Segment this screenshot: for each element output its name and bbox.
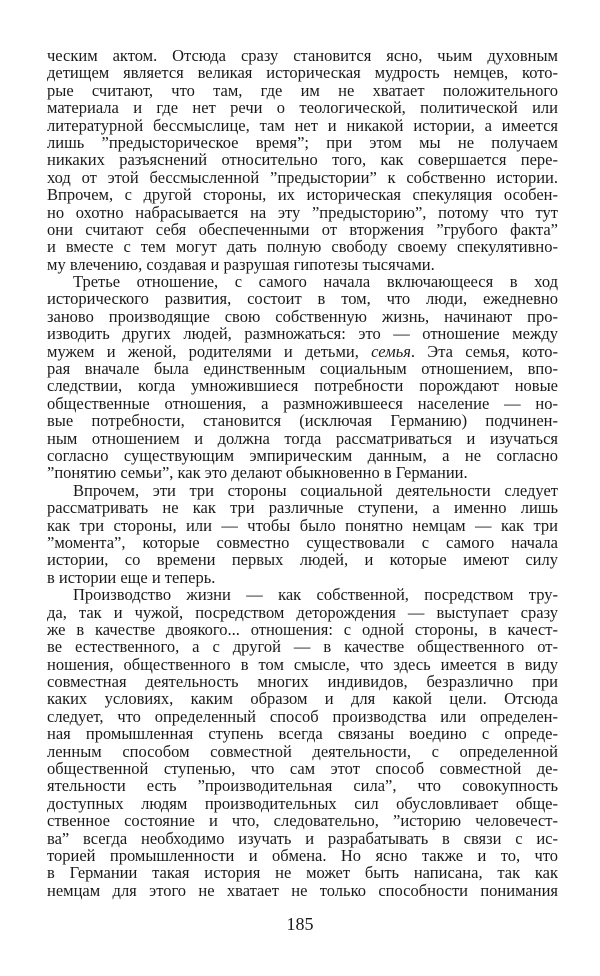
text-line: рая вначале была единственным социальным отношением, впо- [47,359,558,379]
text-line: ва” всегда необходимо изучать и разрабатывать в связи с ис- [47,828,558,848]
text-line: в истории еще и теперь. [47,567,216,587]
text-line: но охотно набрасывается на эту ”предысторию”, потому что тут [47,202,558,222]
text-line: торией промышленности и обмена. Но ясно также и то, что [47,845,558,865]
text-line: следует, что определенный способ производства или определен- [47,706,558,726]
italic-term: семья [371,341,411,361]
text-line: Третье отношение, с самого начала включающееся в ход [73,272,558,292]
text-line: ношения, общественного в том смысле, что здесь имеется в виду [47,654,558,674]
text-line: ”понятию семьи”, как это делают обыкновенно в Германии. [47,463,468,483]
page-number: 185 [286,914,314,934]
text-line: общественные отношения, а размножившееся население — но- [47,393,558,413]
text-line: ная промышленная ступень всегда связаны воедино с опреде- [47,724,558,744]
text-line: изводить других людей, размножаться: это — отношение между [47,324,558,344]
paragraph [47,273,558,482]
text-line: истории, со времени первых людей, и которые имеют силу [47,550,558,570]
text-line: немцам для этого не хватает не только способности понимания [47,880,558,900]
text-line: исторического развития, состоит в том, что люди, ежедневно [47,289,558,309]
text-line: му влечению, создавая и разрушая гипотезы тысячами. [47,254,435,274]
text-line: они считают себя обеспеченными от вторжения ”грубого факта” [47,219,558,239]
text-line: ственное состояние и что, следовательно, ”историю человечест- [47,811,558,831]
text-line: ческим актом. Отсюда сразу становится ясно, чьим духовным [47,46,558,65]
text-line: как три стороны, или — чтобы было понятно немцам — как три [47,515,558,535]
text-line: никаких разъяснений относительно того, как совершается пере- [47,150,558,170]
text-line: ятельности есть ”производительная сила”, что совокупность [47,776,558,796]
text-line: согласно существующим эмпирическим данным, а не согласно [47,445,558,465]
text-line: ным отношением и должна тогда рассматриваться и изучаться [47,428,558,448]
text-line: общественной ступенью, что сам этот способ совместной де- [47,759,558,779]
text-line: заново производящие свою собственную жизнь, начинают про- [47,306,558,326]
text-line: литературной бессмыслице, там нет и никакой истории, а имеется [47,115,558,135]
text-segment: . Эта семья, кото- [410,341,558,361]
text-line [47,343,558,360]
text-line: следствии, когда умножившиеся потребности порождают новые [47,376,558,396]
text-line: да, так и чужой, посредством деторождения — выступает сразу [47,602,558,622]
text-line: доступных людям производительных сил обусловливает обще- [47,793,558,813]
text-line: ленным способом совместной деятельности, с определенной [47,741,558,761]
text-line: и вместе с тем могут дать полную свободу своему спекулятивно- [47,237,558,257]
text-line: в Германии такая история не может быть написана, так как [47,863,558,883]
text-line: Впрочем, эти три стороны социальной деятельности следует [73,480,558,500]
paragraph [47,47,558,273]
text-line: совместная деятельность многих индивидов, безразлично при [47,672,558,692]
text-line: вые потребности, становится (исключая Германию) подчинен- [47,411,558,431]
text-line: Производство жизни — как собственной, посредством тру- [73,585,558,605]
text-line: материала и где нет речи о теологической, политической или [47,98,558,118]
text-line: Впрочем, с другой стороны, их историческая спекуляция особен- [47,185,558,205]
text-line: рассматривать не как три различные ступени, а именно лишь [47,498,558,518]
text-line: ”момента”, которые совместно существовали с самого начала [47,532,558,552]
page-body-text [47,47,558,899]
text-line: лишь ”предысторическое время”; при этом мы не получаем [47,132,558,152]
text-line: же в качестве двоякого... отношения: с одной стороны, в качест- [47,619,558,639]
text-line: ход от этой бессмысленной ”предыстории” к собственно истории. [47,167,558,187]
text-line: ве естественного, а с другой — в качестве общественного от- [47,637,558,657]
paragraph [47,482,558,586]
text-line: каких условиях, каким образом и для какой цели. Отсюда [47,689,558,709]
text-line: детищем является великая историческая мудрость немцев, кото- [47,63,558,83]
paragraph [47,586,558,899]
text-line: рые считают, что там, где им не хватает положительного [47,80,558,100]
text-segment: мужем и женой, родителями и детьми, [47,341,372,361]
